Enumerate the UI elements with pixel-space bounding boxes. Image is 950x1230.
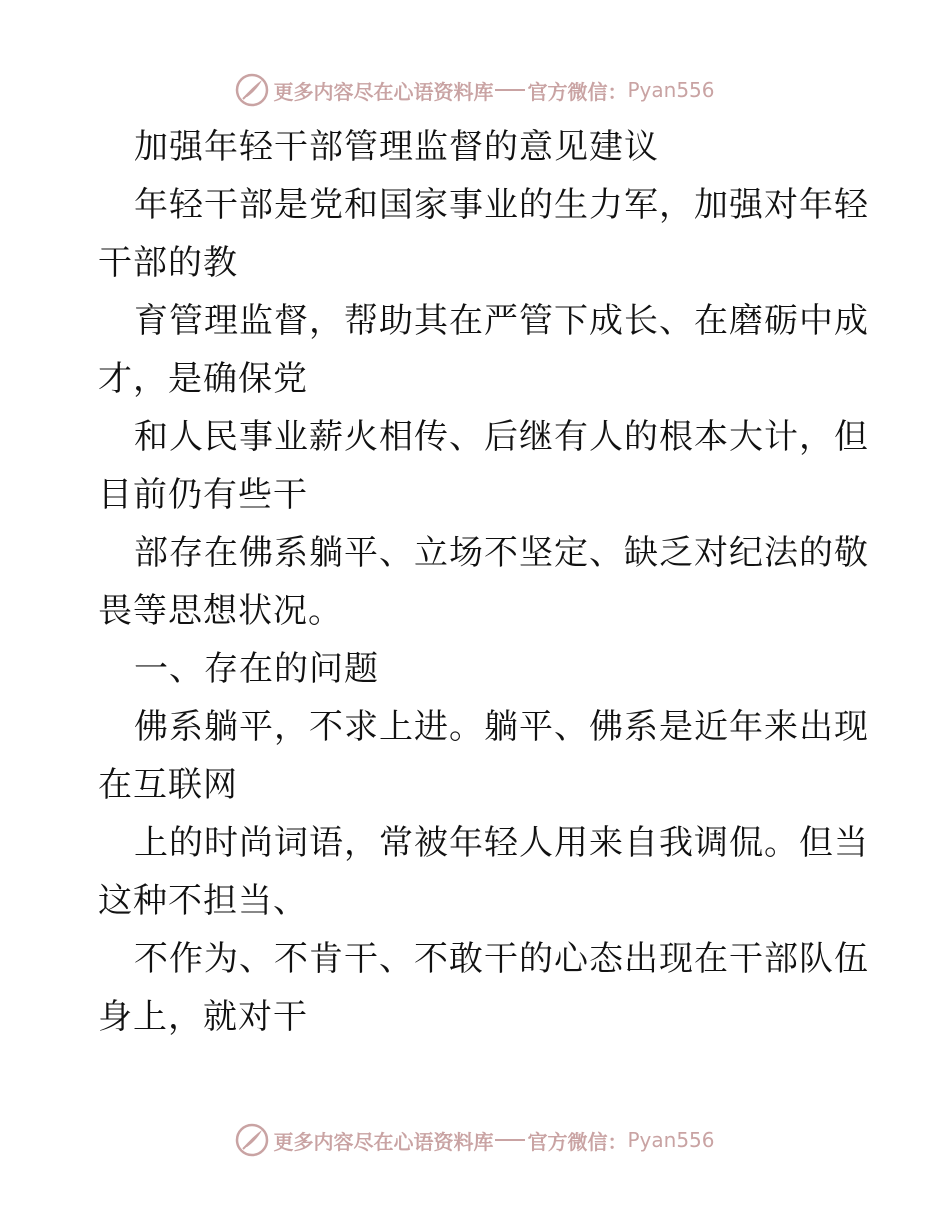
document-title: 加强年轻干部管理监督的意见建议 bbox=[134, 127, 659, 167]
text-line: 不作为、不肯干、不敢干的心态出现在干部队伍 bbox=[134, 939, 869, 979]
document-body bbox=[98, 118, 869, 1046]
text-line: 年轻干部是党和国家事业的生力军，加强对年轻 bbox=[134, 185, 869, 225]
watermark-wechat-id: Pyan556 bbox=[627, 1128, 715, 1152]
watermark-site-text: 更多内容尽在心语资料库 bbox=[273, 79, 494, 104]
text-line: 部存在佛系躺平、立场不坚定、缺乏对纪法的敬 bbox=[134, 533, 869, 573]
text-line: 和人民事业薪火相传、后继有人的根本大计，但 bbox=[134, 417, 869, 457]
watermark-footer bbox=[0, 1120, 950, 1160]
watermark-dash bbox=[495, 1139, 525, 1141]
watermark-site-text: 更多内容尽在心语资料库 bbox=[273, 1129, 494, 1154]
text-line: 畏等思想状况。 bbox=[98, 591, 343, 631]
text-line: 佛系躺平，不求上进。躺平、佛系是近年来出现 bbox=[134, 707, 869, 747]
quill-logo-icon bbox=[235, 1123, 269, 1157]
watermark-wechat-label: 官方微信： bbox=[527, 1129, 628, 1154]
text-line: 这种不担当、 bbox=[98, 881, 308, 921]
section-heading: 一、存在的问题 bbox=[134, 649, 379, 689]
text-line: 育管理监督，帮助其在严管下成长、在磨砺中成 bbox=[134, 301, 869, 341]
text-line: 才，是确保党 bbox=[98, 359, 308, 399]
watermark-dash bbox=[495, 89, 525, 91]
watermark-wechat-label: 官方微信： bbox=[527, 79, 628, 104]
text-line: 干部的教 bbox=[98, 243, 238, 283]
text-line: 身上，就对干 bbox=[98, 997, 308, 1037]
watermark-wechat-id: Pyan556 bbox=[627, 78, 715, 102]
quill-logo-icon bbox=[235, 73, 269, 107]
text-line: 在互联网 bbox=[98, 765, 238, 805]
watermark-header bbox=[0, 70, 950, 110]
text-line: 目前仍有些干 bbox=[98, 475, 308, 515]
text-line: 上的时尚词语，常被年轻人用来自我调侃。但当 bbox=[134, 823, 869, 863]
